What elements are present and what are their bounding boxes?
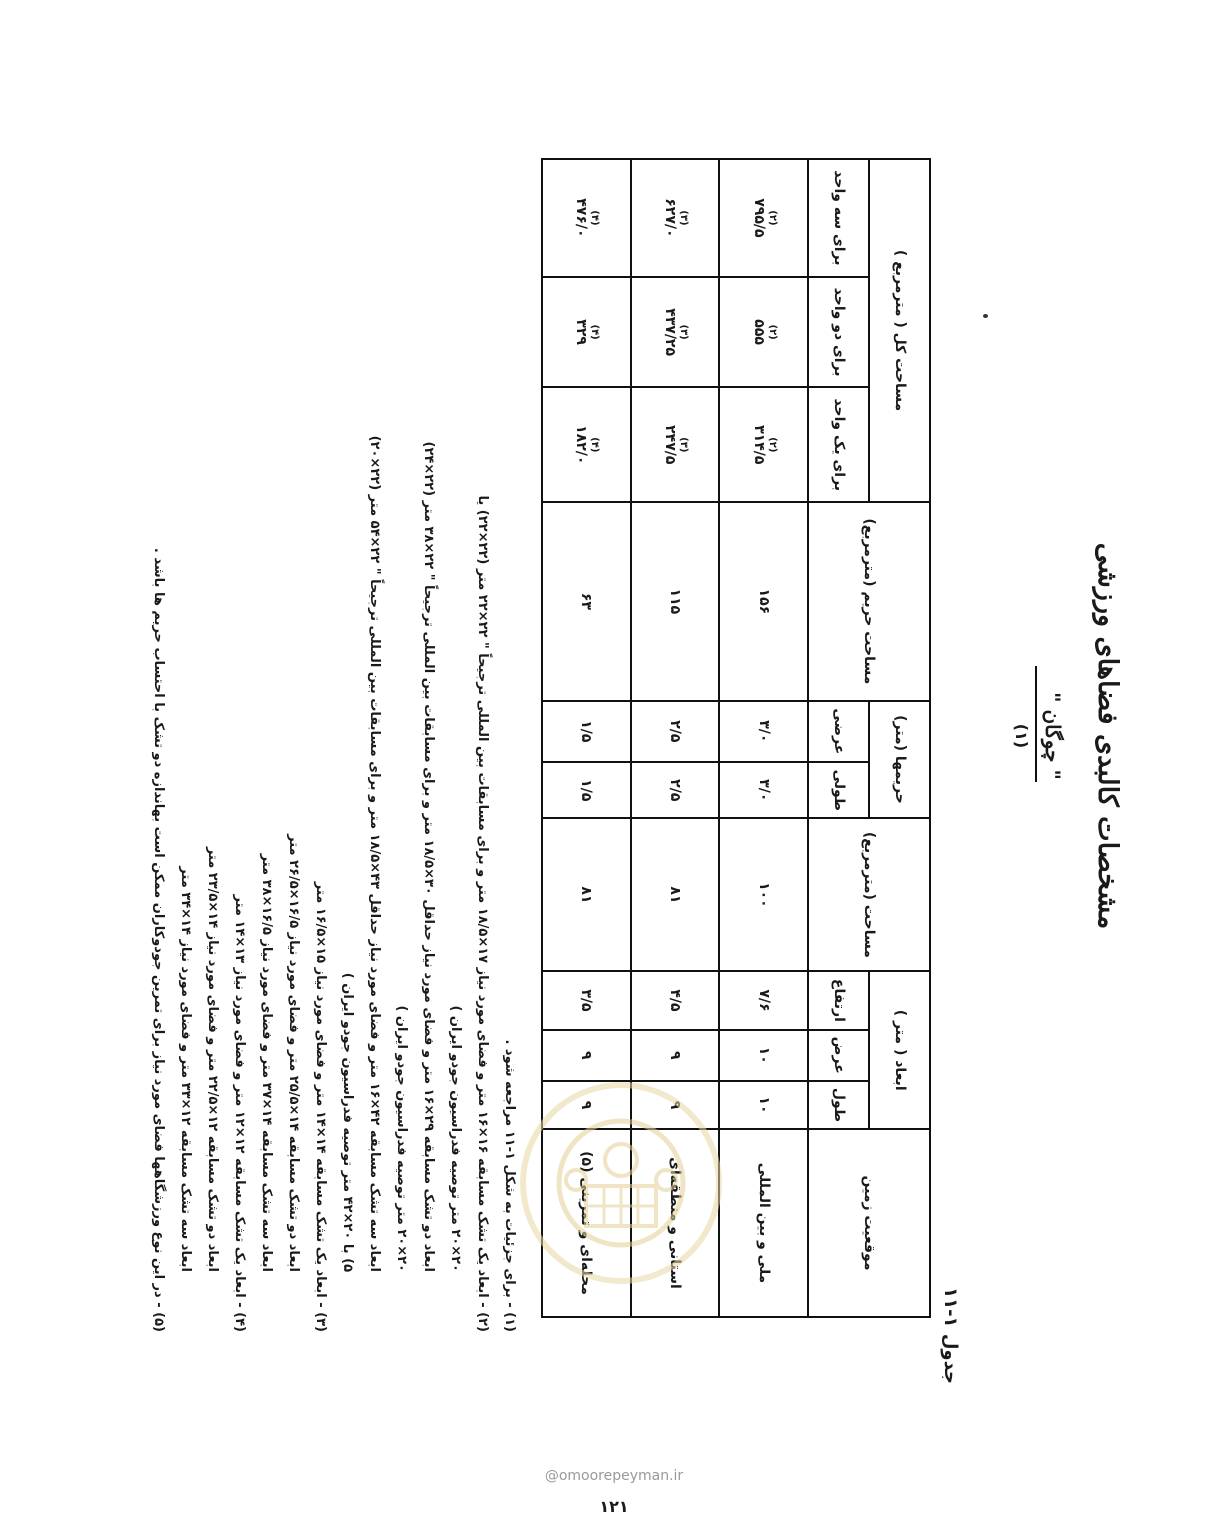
subheading-footnote-ref: (۱) (1012, 723, 1031, 749)
scan-speck (983, 314, 988, 318)
footnote-line: ۲۰×۲۰ متر توصیه فدراسیون جودو ایران ) (394, 1005, 409, 1272)
cell-margin-width: ۲/۵ (631, 701, 720, 763)
footnote-line: ۵) با ۲۰×۴۲ متر توصیه فدراسیون جودو ایران ) (340, 972, 355, 1272)
header-three-units: برای سه واحد (808, 159, 869, 277)
table-title: جدول ۱-۱۱ (940, 1287, 961, 1384)
cell-margin-width: ۳/۰ (719, 701, 808, 763)
cell-value: ۶۲۷/۰ (662, 198, 679, 238)
cell-value: ۴۳۷/۲۵ (662, 308, 679, 357)
footnote-line: ابعاد سه تشک مسابقه ۱۴×۳۷ متر و فضای مورد نیاز ۱۶/۵×۳۸ متر (259, 853, 274, 1272)
cell-value: ۱۸۲/۰ (573, 425, 590, 465)
cell-one-unit (719, 387, 808, 502)
cell-footnote: (۴) (589, 437, 601, 453)
cell-location: محله‌ای و تمرینی (۵) (542, 1129, 631, 1317)
footnote-line: (۱) - برای جزئیات به شکل ۱-۱۱ مراجعه شود . (502, 1039, 517, 1332)
cell-margin-width: ۱/۵ (542, 701, 631, 763)
cell-two-units (719, 277, 808, 388)
cell-value: ۴۷۶/۰ (573, 198, 590, 238)
header-dimensions: ابعاد ( متر ) (869, 971, 930, 1129)
cell-footnote: (۳) (678, 210, 690, 226)
cell-length: ۹ (542, 1081, 631, 1129)
footnote-line: ابعاد سه تشک مسابقه ۴۲×۱۶ متر و فضای مورد نیاز حداقل ۴۳×۱۸/۵ متر و برای مسابقات بین المللی ترجیحاً " ۲۲×۵۴ متر (۲۲×۲۰) (367, 435, 382, 1272)
footnote-line: (۲) - ابعاد یک تشک مسابقه ۱۶×۱۶ متر و فضای مورد نیاز ۱۷×۱۸/۵ متر و برای مسابقات بین المللی ترجیحاً " ۲۲×۲۲ متر (۲۲×۲۲) یا (475, 495, 490, 1332)
page-number: ۱۲۱ (599, 1497, 629, 1516)
page-heading: مشخصات کالبدی فضاهای ورزشی (1092, 542, 1123, 930)
header-length: طول (808, 1081, 869, 1129)
footnote-line: ابعاد دو تشک مسابقه ۱۲×۲۲/۵ متر و فضای مورد نیاز ۱۴×۲۳/۵ متر (205, 846, 220, 1272)
footnotes (145, 130, 523, 1332)
cell-footnote: (۲) (766, 437, 778, 453)
cell-width: ۱۰ (719, 1030, 808, 1081)
cell-margin-length: ۱/۵ (542, 762, 631, 818)
cell-area: ۱۰۰ (719, 818, 808, 971)
header-width: عرض (808, 1030, 869, 1081)
cell-one-unit (631, 387, 720, 502)
header-height: ارتفاع (808, 971, 869, 1029)
cell-two-units (631, 277, 720, 388)
footnote-line: ابعاد دو تشک مسابقه ۲۹×۱۶ متر و فضای مورد نیاز حداقل ۳۰×۱۸/۵ متر و برای مسابقات بین المللی ترجیحاً " ۲۲×۳۸ متر (۲۲×۲۴) (421, 441, 436, 1272)
header-margin-length: طولی (808, 762, 869, 818)
cell-location: استانی و منطقه‌ای (631, 1129, 720, 1317)
cell-height: ۷/۶ (719, 971, 808, 1029)
cell-two-units (542, 277, 631, 388)
cell-value: ۳۱۴/۵ (750, 425, 767, 465)
watermark-seal (520, 1082, 722, 1284)
footnote-line: (۵) - در این نوع ورزشگاهها فضای مورد نیاز برای تمرین جودوکاران ممکن است بهاندازه دو تشک با احتساب حریم ها باشد . (151, 547, 166, 1332)
header-margin-area: مساحت حریم (مترمربع) (808, 502, 930, 700)
cell-width: ۹ (631, 1030, 720, 1081)
cell-area: ۸۱ (631, 818, 720, 971)
cell-margin-area: ۶۳ (542, 502, 631, 700)
cell-length: ۹ (631, 1081, 720, 1129)
cell-margin-length: ۳/۰ (719, 762, 808, 818)
header-two-units: برای دو واحد (808, 277, 869, 388)
cell-area: ۸۱ (542, 818, 631, 971)
watermark-site: @omoorepeyman.ir (544, 1468, 684, 1484)
cell-footnote: (۴) (589, 324, 601, 340)
footnote-line: ابعاد سه تشک مسابقه ۱۲×۳۳ متر و فضای مورد نیاز ۱۴×۳۴ متر (178, 866, 193, 1272)
cell-footnote: (۲) (766, 210, 778, 226)
footnote-line: (۳) - ابعاد یک تشک مسابقه ۱۴×۱۴ متر و فضای مورد نیاز ۱۵×۱۶/۵ متر (313, 881, 328, 1332)
subheading-rule (1035, 666, 1037, 782)
cell-margin-area: ۱۱۵ (631, 502, 720, 700)
cell-footnote: (۴) (589, 210, 601, 226)
cell-width: ۹ (542, 1030, 631, 1081)
footnote-line: ابعاد دو تشک مسابقه ۱۴×۲۵/۵ متر و فضای مورد نیاز ۱۶/۵×۲۶/۵ متر (286, 834, 301, 1272)
table-header-row-1 (869, 159, 930, 1317)
footnote-line: ۲۰×۲۰ متر توصیه فدراسیون جودو ایران ) (448, 1005, 463, 1272)
cell-three-units (542, 159, 631, 277)
cell-height: ۳/۵ (542, 971, 631, 1029)
header-margin-width: عرضی (808, 701, 869, 763)
cell-value: ۷۹۵/۵ (750, 198, 767, 238)
header-location: موقعیت زمین (808, 1129, 930, 1317)
cell-one-unit (542, 387, 631, 502)
table-row (719, 159, 808, 1317)
cell-footnote: (۲) (766, 324, 778, 340)
seal-emblem-icon (546, 1108, 696, 1258)
header-total-area: مساحت کل ( مترمربع ) (869, 159, 930, 502)
cell-height: ۴/۵ (631, 971, 720, 1029)
header-margins: حریمها (متر) (869, 701, 930, 819)
cell-value: ۲۴۷/۵ (662, 425, 679, 465)
cell-margin-length: ۲/۵ (631, 762, 720, 818)
cell-three-units (631, 159, 720, 277)
header-one-unit: برای یک واحد (808, 387, 869, 502)
header-area: مساحت (مترمربع) (808, 818, 930, 971)
cell-value: ۵۵۵ (750, 319, 767, 345)
cell-value: ۳۲۹ (573, 319, 590, 345)
page-subheading: " چوگان " (1041, 692, 1065, 780)
footnote-line: (۴) - ابعاد یک تشک مسابقه ۱۲×۱۲ متر و فضای مورد نیاز ۱۳×۱۴ متر (232, 894, 247, 1332)
cell-margin-area: ۱۵۶ (719, 502, 808, 700)
cell-three-units (719, 159, 808, 277)
cell-location: ملی و بین المللی (719, 1129, 808, 1317)
cell-length: ۱۰ (719, 1081, 808, 1129)
cell-footnote: (۳) (678, 437, 690, 453)
cell-footnote: (۳) (678, 324, 690, 340)
